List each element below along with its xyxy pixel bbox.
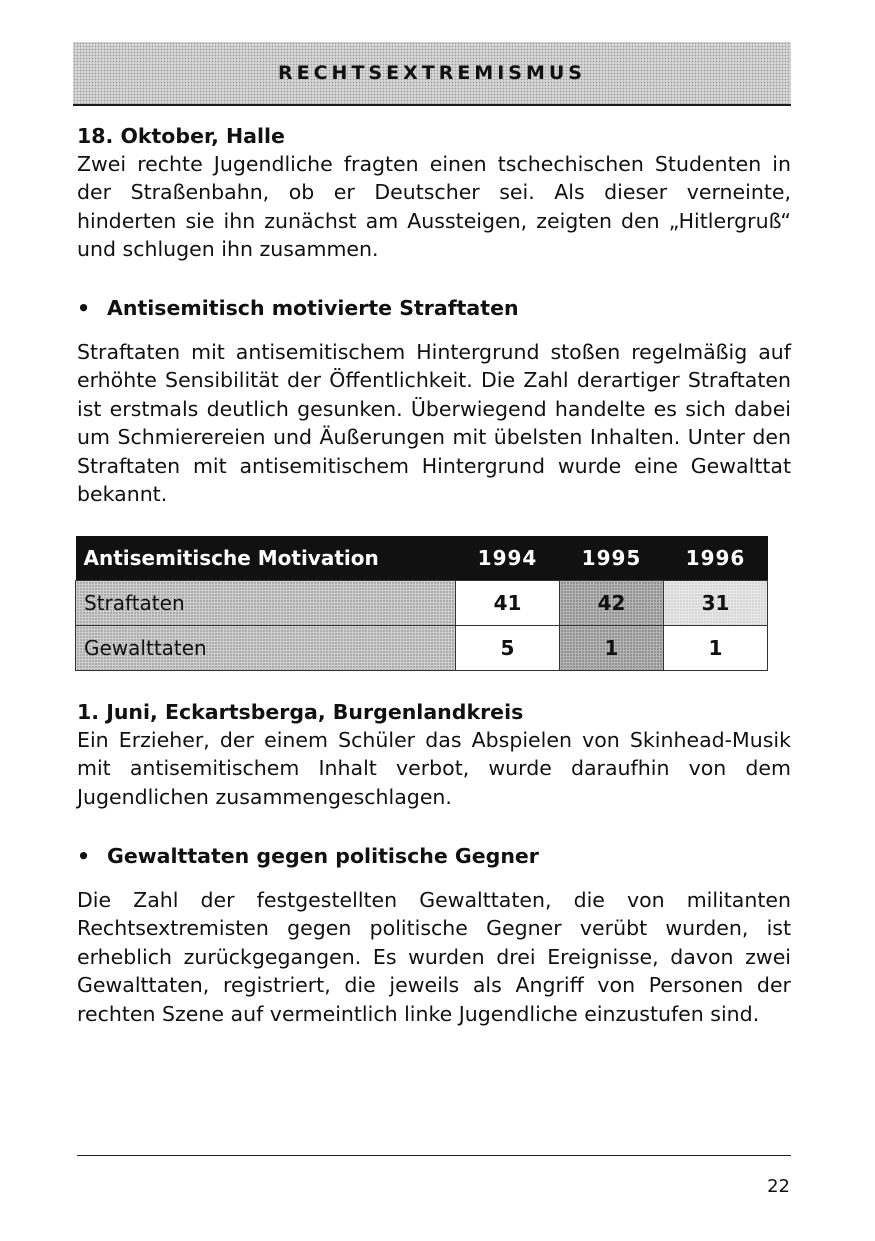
- section-antisemitisch: [77, 294, 791, 508]
- section-halle: [77, 122, 791, 264]
- section-gegner: [77, 842, 791, 1028]
- section-heading-text: Antisemitisch motivierte Straftaten: [107, 296, 519, 320]
- table-cell: 42: [560, 581, 664, 626]
- table-header-cell: Antisemitische Motivation: [76, 536, 456, 581]
- page-number: 22: [767, 1176, 790, 1197]
- incident-heading: 18. Oktober, Halle: [77, 124, 285, 148]
- incident-text: Ein Erzieher, der einem Schüler das Abspielen von Skinhead-Musik mit antisemitischem Inhalt verbot, wurde daraufhin von dem Jugendlichen zusammengeschlagen.: [77, 728, 791, 809]
- table-header-cell: 1995: [560, 536, 664, 581]
- section-heading-text: Gewalttaten gegen politische Gegner: [107, 844, 539, 868]
- section-text: Straftaten mit antisemitischem Hintergrund stoßen regelmäßig auf erhöhte Sensibilität der Öffentlichkeit. Die Zahl derartiger Straftaten ist erstmals deutlich gesunken. Überwiegend handelte es sich dabei um Schmierereien und Äußerungen mit übelsten Inhalten. Unter den Straftaten mit antisemitischem Hintergrund wurde eine Gewalttat bekannt.: [77, 340, 791, 507]
- bullet-icon: •: [77, 844, 91, 868]
- table-header-cell: 1996: [664, 536, 768, 581]
- statistics-table: [75, 536, 768, 671]
- incident-text: Zwei rechte Jugendliche fragten einen tschechischen Studenten in der Straßenbahn, ob er Deutscher sei. Als dieser verneinte, hinderten sie ihn zunächst am Aussteigen, zeigten den „Hitlergruß“ und schlugen ihn zusammen.: [77, 152, 791, 262]
- table-row: [76, 581, 768, 626]
- table-cell: 1: [664, 626, 768, 671]
- table-cell: 31: [664, 581, 768, 626]
- table-row-label: Straftaten: [76, 581, 456, 626]
- table-header-cell: 1994: [456, 536, 560, 581]
- table-row: [76, 626, 768, 671]
- section-eckartsberga: [77, 698, 791, 811]
- header-band: [73, 42, 791, 106]
- section-heading: [77, 294, 791, 322]
- table-cell: 41: [456, 581, 560, 626]
- footer-divider: [77, 1155, 791, 1156]
- section-text: Die Zahl der festgestellten Gewalttaten, die von militanten Rechtsextremisten gegen politische Gegner verübt wurden, ist erheblich zurückgegangen. Es wurden drei Ereignisse, davon zwei Gewalttaten, registriert, die jeweils als Angriff von Personen der rechten Szene auf vermeintlich linke Jugendliche einzustufen sind.: [77, 888, 791, 1026]
- bullet-icon: •: [77, 296, 91, 320]
- table-header-row: [76, 536, 768, 581]
- table-row-label: Gewalttaten: [76, 626, 456, 671]
- table-cell: 1: [560, 626, 664, 671]
- incident-heading: 1. Juni, Eckartsberga, Burgenlandkreis: [77, 700, 524, 724]
- section-heading: [77, 842, 791, 870]
- page-title: RECHTSEXTREMISMUS: [278, 62, 586, 84]
- table-cell: 5: [456, 626, 560, 671]
